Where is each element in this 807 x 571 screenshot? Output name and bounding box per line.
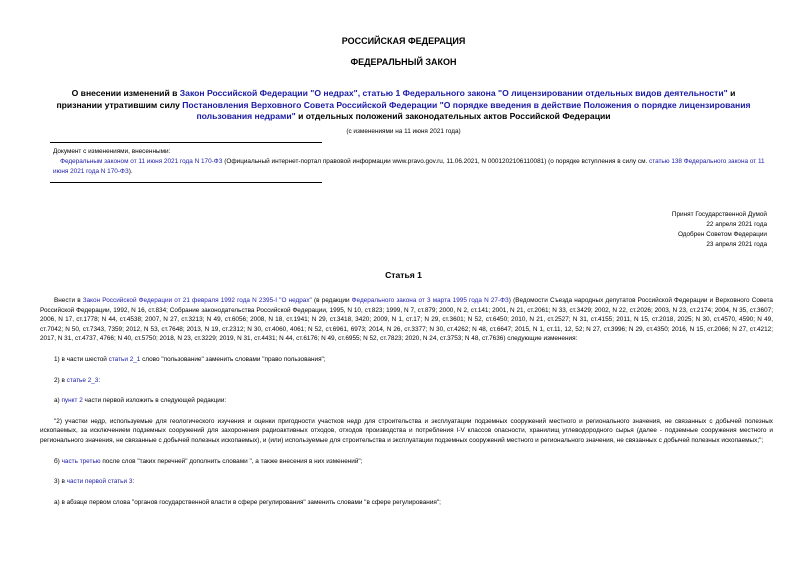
paragraph-intro	[40, 296, 773, 344]
title-link-law-on-subsoil[interactable]: Закон Российской Федерации "О недрах", статью 1 Федерального закона "О лицензировании отдельных видов деятельности"	[179, 88, 728, 98]
p2-text-1: 1) в части шестой	[54, 355, 109, 363]
country-heading: РОССИЙСКАЯ ФЕДЕРАЦИЯ	[341, 36, 466, 46]
amendment-link-article-138[interactable]: статью 138 Федерального закона от 11 июня 2021 года N 170-ФЗ	[53, 158, 765, 175]
p7-text-2: :	[132, 478, 135, 486]
p6-link-part-3[interactable]: часть третью	[61, 457, 101, 465]
approved-council-label: Одобрен Советом Федерации	[677, 231, 767, 238]
article-body	[40, 296, 773, 507]
amendment-text-1: (Официальный интернет-портал правовой информации www.pravo.gov.ru, 11.06.2021, N 0001202106110081) (о порядке вступления в силу см.	[222, 158, 650, 165]
adopted-duma-date: 22 апреля 2021 года	[706, 221, 767, 228]
title-text-1: О внесении изменений в	[71, 88, 180, 98]
paragraph-item-1	[40, 355, 773, 365]
p4-text-2: части первой изложить в следующей редакции:	[82, 397, 227, 405]
paragraph-item-2	[40, 376, 773, 386]
amendments-note	[53, 147, 773, 177]
paragraph-item-3a: а) в абзаце первом слова "органов государственной власти в сфере регулирования" заменить словами "в сфере регулирования";	[54, 498, 441, 506]
p3-text-2: :	[98, 376, 101, 384]
p4-text-1: а)	[54, 397, 62, 405]
p2-text-2: слово "пользование" заменить словами "право пользования";	[140, 355, 326, 363]
p4-link-point-2[interactable]: пункт 2	[61, 397, 83, 405]
adopted-duma-label: Принят Государственной Думой	[671, 211, 767, 218]
amendments-label: Документ с изменениями, внесенными:	[53, 148, 171, 155]
title-text-3: и отдельных положений законодательных актов Российской Федерации	[295, 111, 611, 121]
title-link-resolution[interactable]: Постановления Верховного Совета Российской Федерации "О порядке введения в действие Положения о порядке лицензирования пользования недрами"	[182, 99, 751, 121]
law-type-heading: ФЕДЕРАЛЬНЫЙ ЗАКОН	[350, 57, 457, 67]
paragraph-item-2a	[40, 396, 773, 406]
title-text-2: и признании утратившим силу	[56, 88, 736, 110]
divider-bottom	[50, 182, 322, 183]
edition-note: (с изменениями на 11 июня 2021 года)	[346, 128, 461, 135]
p6-text-1: б)	[54, 457, 62, 465]
p7-text-1: 3) в	[54, 478, 67, 486]
approved-council-date: 23 апреля 2021 года	[706, 241, 767, 248]
paragraph-item-2b	[40, 457, 773, 467]
divider-top	[50, 142, 322, 143]
p6-text-2: после слов "таких перечней" дополнить словами ", а также внесения в них изменений";	[100, 457, 363, 465]
p1-link-law-2395[interactable]: Закон Российской Федерации от 21 февраля 1992 года N 2395-I "О недрах"	[82, 297, 312, 304]
p7-link-article-3[interactable]: части первой статьи 3	[66, 478, 133, 486]
amendment-link-law-170[interactable]: Федеральным законом от 11 июня 2021 года N 170-ФЗ	[60, 158, 223, 165]
paragraph-item-3	[40, 477, 773, 487]
adoption-info	[672, 210, 767, 250]
p3-text-1: 2) в	[54, 376, 67, 384]
article-title: Статья 1	[385, 270, 422, 280]
amendments-entry	[53, 157, 773, 177]
p1-link-law-27[interactable]: Федерального закона от 3 марта 1995 года N 27-ФЗ	[351, 297, 509, 304]
paragraph-quote: "2) участки недр, используемые для геологического изучения и оценки пригодности участков недр для строительства и эксплуатации подземных сооружений местного и регионального значения, не связанных с добычей полезных ископаемых, за исключением подземных сооружений для захоронения радиоактивных отходов, отходов производства и потребления I-V классов опасности, хранилищ углеводородного сырья (далее - подземные сооружения местного и регионального значения, не связанные с добычей полезных ископаемых), и (или) используемые для строительства и эксплуатации подземных сооружений местного и регионального значения, не связанных с добычей полезных ископаемых;";	[40, 417, 773, 444]
p1-text-3: ) (Ведомости Съезда народных депутатов Российской Федерации и Верховного Совета Российской Федерации, 1992, N 16, ст.834; Собрание законодательства Российской Федерации, 1995, N 10, ст.823; 1999, N 7, ст.879; 2000, N 2, ст.141; 2001, N 21, ст.2061; N 33, ст.3429; 2002, N 22, ст.2026; 2003, N 23, ст.2174; 2004, N 35, ст.3607; 2006, N 17, ст.1778; N 44, ст.4538; 2007, N 27, ст.3213; N 49, ст.6056; 2008, N 18, ст.1941; N 29, ст.3418, 3420; 2009, N 1, ст.17; N 29, ст.3601; N 52, ст.6450; 2010, N 21, ст.2527; N 31, ст.4155; 2011, N 15, ст.2018, 2025; N 30, ст.4570, 4590; N 49, ст.7042; N 50, ст.7343, 7359; 2012, N 53, ст.7648; 2013, N 19, ст.2312; N 30, ст.4060, 4061; N 52, ст.6961, 6973; 2014, N 26, ст.3377; N 30, ст.4262; N 48, ст.6647; 2015, N 1, ст.11, 12, 52; N 27, ст.3996; N 29, ст.4350; 2016, N 15, ст.2066; N 27, ст.4212; 2017, N 31, ст.4737, 4766; N 40, ст.5750; 2018, N 23, ст.3229; 2019, N 31, ст.4431; N 44, ст.6176; N 49, ст.6955; N 52, ст.7823; 2020, N 24, ст.3753; N 48, ст.7636) следующие изменения:	[40, 297, 773, 343]
p2-link-article-2-1[interactable]: статьи 2_1	[108, 355, 141, 363]
p3-link-article-2-3[interactable]: статье 2_3	[66, 376, 99, 384]
amendment-text-2: ).	[128, 168, 133, 175]
p1-text-2: (в редакции	[311, 297, 352, 304]
p1-text-1: Внести в	[54, 297, 83, 304]
law-title	[50, 88, 757, 123]
